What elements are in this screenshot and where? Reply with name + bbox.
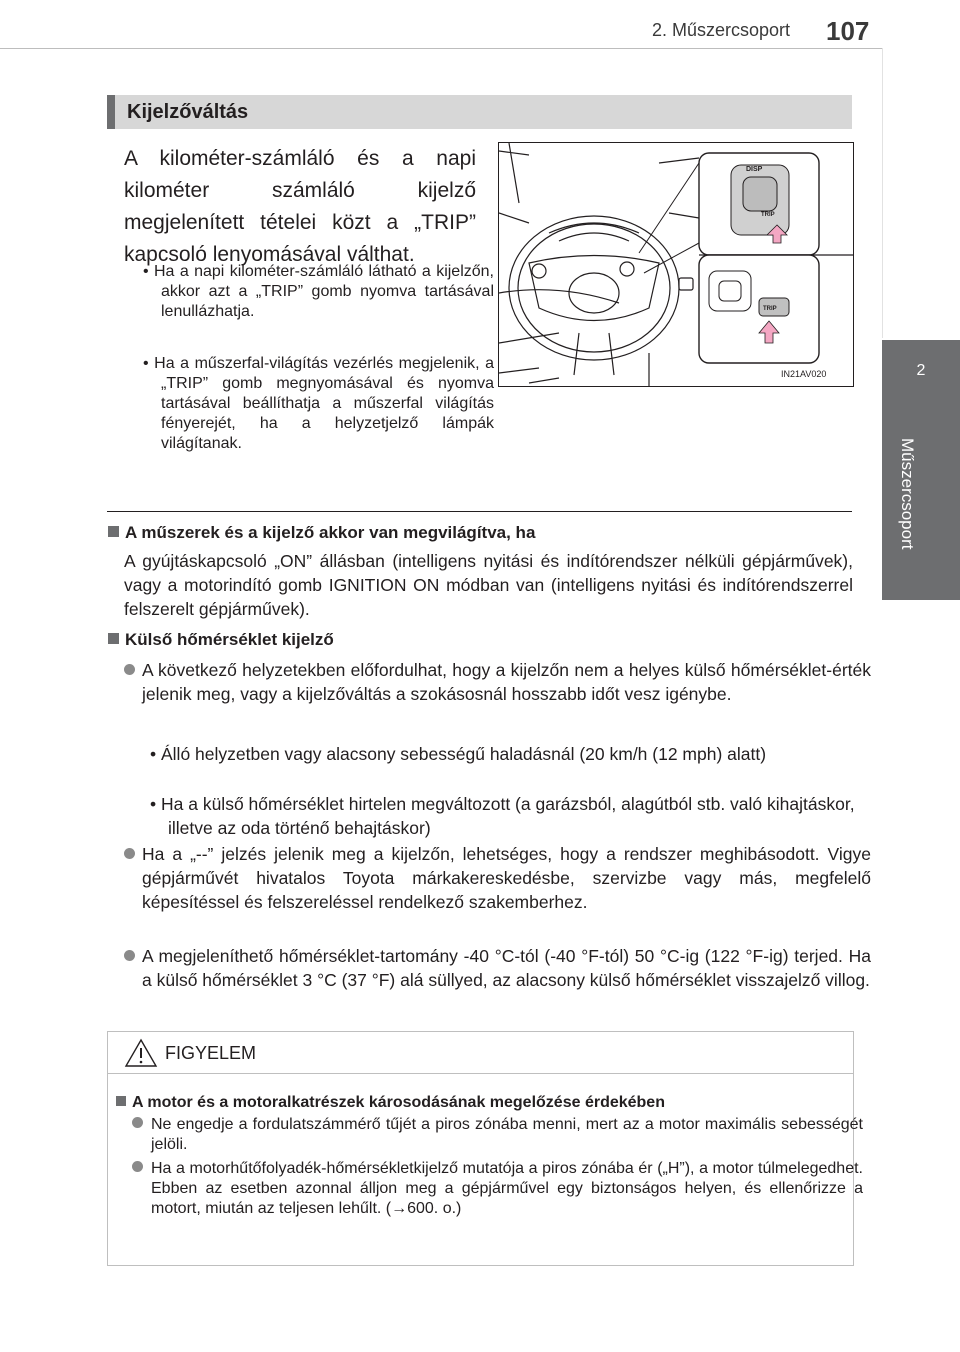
outside-temp-dot-2-text: Ha a „--” jelzés jelenik meg a kijelzőn, lehetséges, hogy a rendszer meghibásodott. Vigye gépjárművét hivatalos Toyota márkakereskedésbe, szervizbe vagy más, megfelelő képesítéssel és felszereléssel rendelkező szakemberhez.	[142, 844, 871, 912]
square-bullet-icon	[116, 1096, 126, 1106]
trip-label-upper: TRIP	[761, 212, 775, 218]
steering-wheel-illustration	[499, 143, 853, 386]
section-heading: Kijelzőváltás	[127, 101, 249, 123]
warning-item-2	[132, 1159, 863, 1219]
section-heading-bar	[107, 95, 852, 129]
section-separator	[107, 511, 852, 512]
illumination-heading-row	[108, 523, 535, 543]
outside-temp-sub-2-text: Ha a külső hőmérséklet hirtelen megváltozott (a garázsból, alagútból stb. való kihajtáskor, illetve az oda történő behajtáskor)	[161, 794, 855, 838]
page-number: 107	[826, 16, 870, 46]
warning-triangle-icon	[124, 1038, 158, 1068]
outside-temp-dot-3	[124, 944, 871, 992]
trip-label-lower: TRIP	[763, 306, 777, 312]
warning-item-2-text: Ha a motorhűtőfolyadék-hőmérsékletkijelző mutatója a piros zónába ér („H”), a motor túlmelegedhet. Ebben az esetben azonnal álljon meg a gépjárművel egy biztonságos helyen, és ellenőrizze a motort, miután az teljesen lehűlt. (→600. o.)	[151, 1160, 863, 1217]
outside-temp-dot-3-text: A megjeleníthető hőmérséklet-tartomány -40 °C-tól (-40 °F-tól) 50 °C-ig (122 °F-ig) terjed. Ha a külső hőmérséklet 3 °C (37 °F) alá süllyed, az alacsony külső hőmérséklet visszajelző villog.	[142, 946, 871, 990]
disp-label: DISP	[746, 166, 763, 173]
warning-item-1-text: Ne engedje a fordulatszámmérő tűjét a piros zónába menni, mert az a motor maximális sebességét jelöli.	[151, 1116, 863, 1153]
warning-title: FIGYELEM	[165, 1043, 257, 1063]
section-heading-tab	[107, 95, 115, 129]
circle-bullet-icon	[132, 1161, 143, 1172]
chapter-tab-label-wrap	[893, 438, 923, 598]
section-bullet-2-text: Ha a műszerfal-világítás vezérlés megjelenik, a „TRIP” gomb megnyomásával és nyomva tartásával beállíthatja a műszerfal világítás fényerejét, ha a helyzetjelző lámpák világítanak.	[154, 355, 495, 452]
warning-heading-row	[116, 1093, 846, 1113]
chapter-tab-upper	[882, 48, 960, 338]
chapter-tab-number: 2	[916, 362, 926, 379]
outside-temp-heading: Külső hőmérséklet kijelző	[125, 630, 334, 649]
warning-header-rule	[107, 1073, 854, 1074]
running-header-title: 2. Műszercsoport	[651, 20, 790, 40]
outside-temp-heading-row	[108, 630, 334, 650]
illumination-text: A gyújtáskapcsoló „ON” állásban (intelligens nyitási és indítórendszer nélküli gépjárművek), vagy a motorindító gomb IGNITION ON módban van (intelligens nyitási és indítórendszerrel felszerelt gépjárművek).	[124, 551, 853, 619]
illumination-heading: A műszerek és a kijelző akkor van megvilágítva, ha	[125, 523, 536, 542]
outside-temp-dot-1-text: A következő helyzetekben előfordulhat, hogy a kijelzőn nem a helyes külső hőmérséklet-érték jelenik meg, vagy a kijelzőváltás a szokásosnál hosszabb időt vesz igénybe.	[142, 660, 871, 704]
warning-item-1	[132, 1115, 863, 1155]
circle-bullet-icon	[124, 950, 135, 961]
outside-temp-sub-1: • Álló helyzetben vagy alacsony sebességű haladásnál (20 km/h (12 mph) alatt)	[150, 744, 767, 764]
figure-code: IN21AV020	[781, 369, 827, 379]
circle-bullet-icon	[124, 848, 135, 859]
circle-bullet-icon	[132, 1117, 143, 1128]
warning-heading: A motor és a motoralkatrészek károsodásának megelőzése érdekében	[132, 1094, 665, 1111]
steering-wheel-figure	[498, 142, 854, 387]
outside-temp-sub-2: • Ha a külső hőmérséklet hirtelen megváltozott (a garázsból, alagútból stb. való kihajtáskor, illetve az oda történő behajtáskor)	[150, 794, 855, 838]
section-bullet-1-text: Ha a napi kilométer-számláló látható a kijelzőn, akkor azt a „TRIP” gomb nyomva tartásával lenullázhatja.	[153, 263, 494, 320]
outside-temp-dot-1	[124, 658, 871, 706]
outside-temp-sub-1-text: Álló helyzetben vagy alacsony sebességű haladásnál (20 km/h (12 mph) alatt)	[161, 744, 767, 764]
header-rule	[0, 48, 960, 49]
section-bullet-2: • Ha a műszerfal-világítás vezérlés megjelenik, a „TRIP” gomb megnyomásával és nyomva tartásával beállíthatja a műszerfal világítás fényerejét, ha a helyzetjelző lámpák világítanak.	[143, 355, 495, 452]
circle-bullet-icon	[124, 664, 135, 675]
section-intro: A kilométer-számláló és a napi kilométer számláló kijelző megjelenített tételei közt a „TRIP” kapcsoló lenyomásával válthat.	[124, 147, 476, 266]
section-bullet-1: • Ha a napi kilométer-számláló látható a kijelzőn, akkor azt a „TRIP” gomb nyomva tartásával lenullázhatja.	[143, 263, 494, 320]
square-bullet-icon	[108, 526, 119, 537]
outside-temp-dot-2	[124, 842, 871, 914]
square-bullet-icon	[108, 633, 119, 644]
chapter-tab-label: Műszercsoport	[898, 438, 917, 550]
